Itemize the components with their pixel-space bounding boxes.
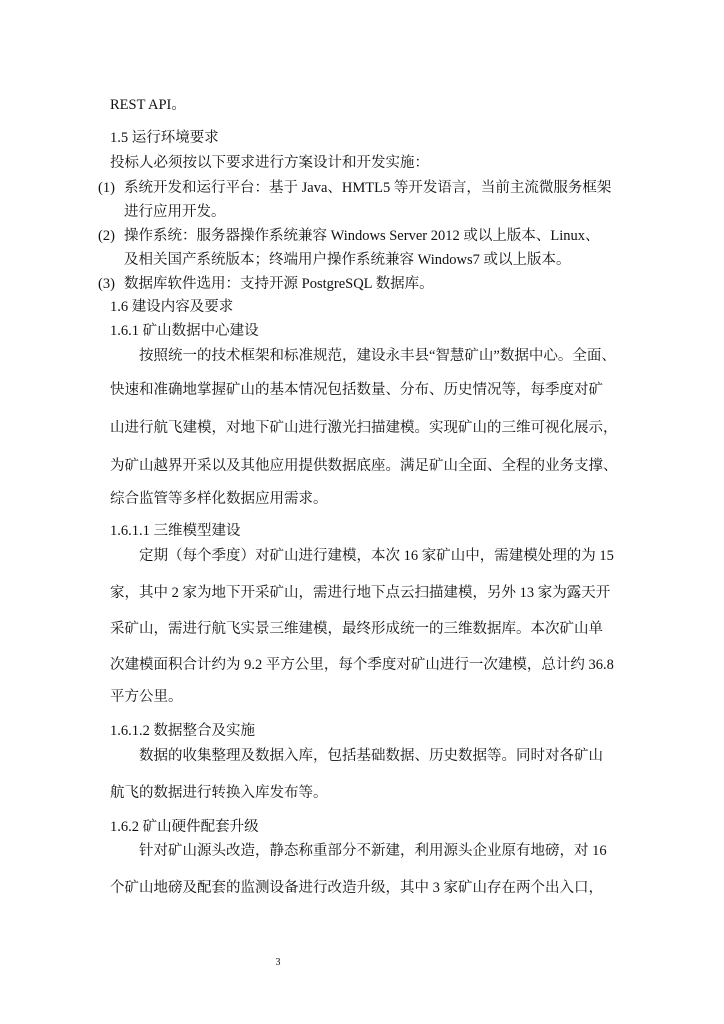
list-item-2 bbox=[98, 227, 599, 245]
section-heading-1-6-1: 1.6.1 矿山数据中心建设 bbox=[110, 323, 259, 339]
paragraph-line: 快速和准确地掌握矿山的基本情况包括数量、分布、历史情况等，每季度对矿 bbox=[110, 382, 603, 398]
paragraph-line: 定期（每个季度）对矿山进行建模，本次 16 家矿山中，需建模处理的为 15 bbox=[139, 548, 614, 564]
list-text: 系统开发和运行平台：基于 Java、HMTL5 等开发语言，当前主流微服务框架 bbox=[124, 180, 612, 196]
paragraph-line: 数据的收集整理及数据入库，包括基础数据、历史数据等。同时对各矿山 bbox=[139, 748, 603, 764]
section-heading-1-6-2: 1.6.2 矿山硬件配套升级 bbox=[110, 819, 259, 835]
section-heading-1-5: 1.5 运行环境要求 bbox=[110, 130, 219, 146]
list-item-continuation: 进行应用开发。 bbox=[124, 204, 226, 220]
list-number: (1) bbox=[98, 180, 115, 196]
paragraph-line: 次建模面积合计约为 9.2 平方公里，每个季度对矿山进行一次建模，总计约 36.8 bbox=[110, 657, 614, 673]
paragraph-line: 山进行航飞建模，对地下矿山进行激光扫描建模。实现矿山的三维可视化展示， bbox=[110, 420, 618, 436]
text-line: 投标人必须按以下要求进行方案设计和开发实施： bbox=[110, 155, 429, 171]
section-heading-1-6-1-2: 1.6.1.2 数据整合及实施 bbox=[110, 723, 255, 739]
paragraph-line: 按照统一的技术框架和标准规范，建设永丰县“智慧矿山”数据中心。全面、 bbox=[139, 348, 616, 364]
section-heading-1-6-1-1: 1.6.1.1 三维模型建设 bbox=[110, 523, 241, 539]
list-text: 操作系统：服务器操作系统兼容 Windows Server 2012 或以上版本、Linux、 bbox=[124, 228, 600, 244]
list-number: (2) bbox=[98, 228, 115, 244]
paragraph-line: 个矿山地磅及配套的监测设备进行改造升级，其中 3 家矿山存在两个出入口， bbox=[110, 880, 603, 896]
page-number: 3 bbox=[275, 957, 281, 968]
list-number: (3) bbox=[98, 276, 115, 292]
list-text: 数据库软件选用：支持开源 PostgreSQL 数据库。 bbox=[124, 276, 434, 292]
paragraph-line: 采矿山，需进行航飞实景三维建模，最终形成统一的三维数据库。本次矿山单 bbox=[110, 621, 603, 637]
paragraph-line: 综合监管等多样化数据应用需求。 bbox=[110, 491, 328, 507]
paragraph-line: 家，其中 2 家为地下开采矿山，需进行地下点云扫描建模，另外 13 家为露天开 bbox=[110, 585, 611, 601]
text-line: REST API。 bbox=[110, 97, 186, 113]
list-item-1 bbox=[98, 179, 611, 197]
paragraph-line: 航飞的数据进行转换入库发布等。 bbox=[110, 785, 328, 801]
paragraph-line: 平方公里。 bbox=[110, 689, 183, 705]
list-item-3 bbox=[98, 275, 434, 293]
paragraph-line: 为矿山越界开采以及其他应用提供数据底座。满足矿山全面、全程的业务支撑、 bbox=[110, 458, 618, 474]
list-item-continuation: 及相关国产系统版本；终端用户操作系统兼容 Windows7 或以上版本。 bbox=[124, 252, 571, 268]
paragraph-line: 针对矿山源头改造，静态称重部分不新建，利用源头企业原有地磅，对 16 bbox=[139, 843, 607, 859]
section-heading-1-6: 1.6 建设内容及要求 bbox=[110, 299, 234, 315]
